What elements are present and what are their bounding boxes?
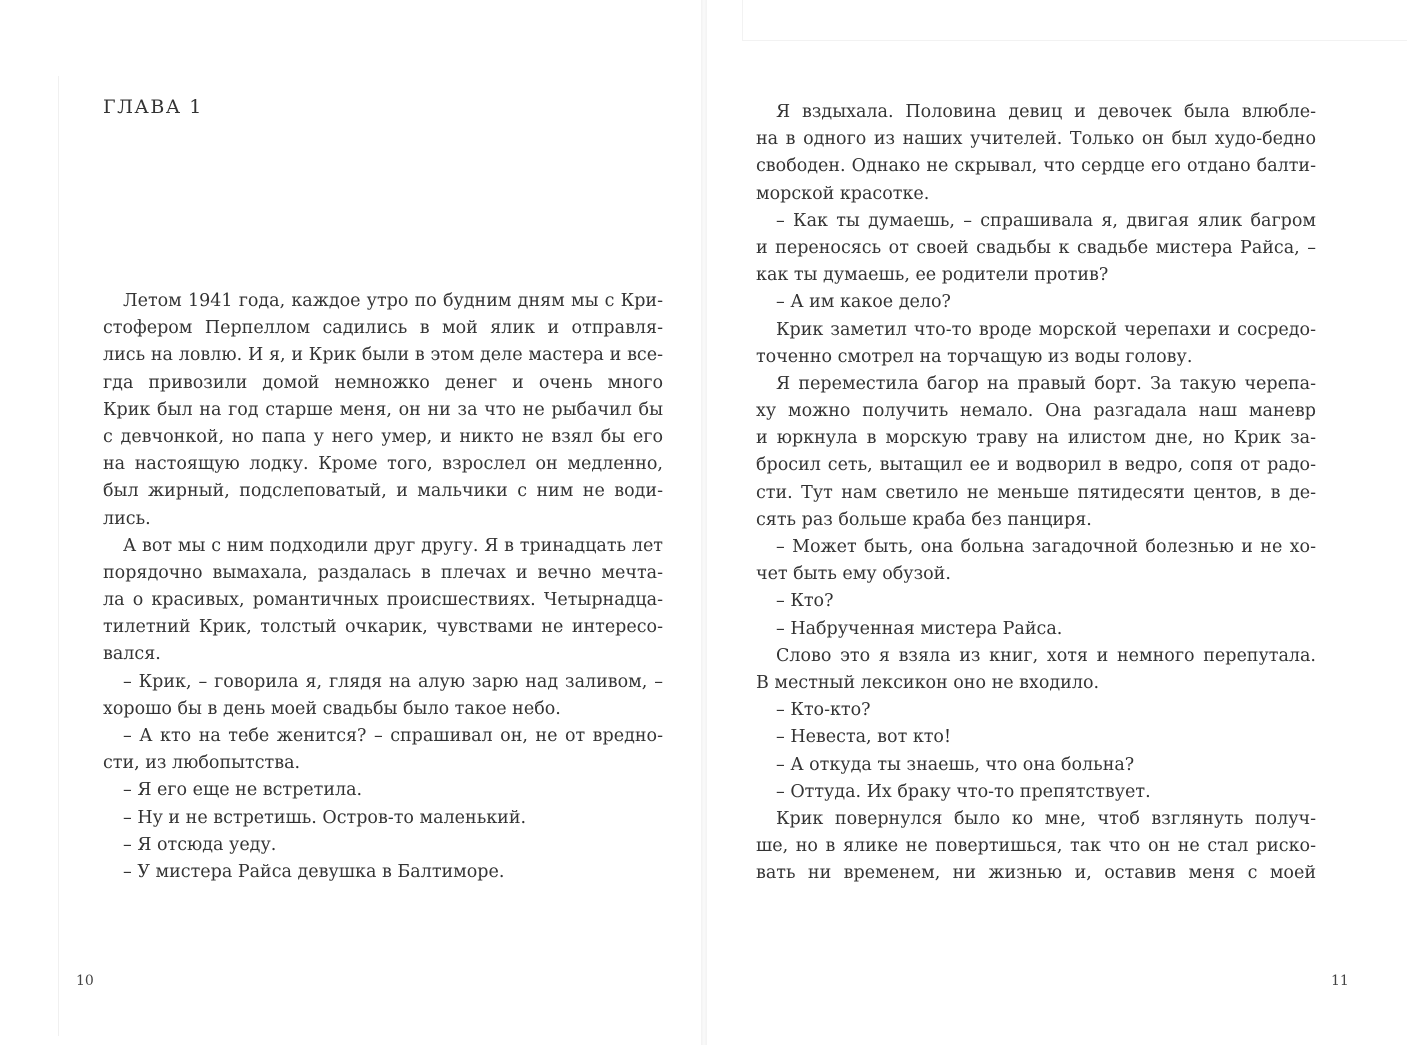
text-line: вался. xyxy=(103,644,161,665)
page-number-left: 10 xyxy=(76,973,94,989)
text-line: тилетний Крик, толстый очкарик, чувствами не интересо- xyxy=(103,617,663,638)
text-line: вать ни временем, ни жизнью и, оставив меня с моей xyxy=(756,863,1316,884)
text-line: – Крик, – говорила я, глядя на алую зарю над заливом, – xyxy=(123,671,663,692)
text-line: – А им какое дело? xyxy=(776,292,951,313)
text-line: – Оттуда. Их браку что-то препятствует. xyxy=(776,781,1151,802)
text-line: сять раз больше краба без панциря. xyxy=(756,509,1092,530)
text-line: – Как ты думаешь, – спрашивала я, двигая ялик багром xyxy=(776,210,1316,231)
page-edge-shadow xyxy=(58,76,59,1036)
text-line: Слово это я взяла из книг, хотя и немного перепутала. xyxy=(776,645,1316,666)
text-line: ху можно получить немало. Она разгадала наш маневр xyxy=(756,401,1316,422)
text-line: – Может быть, она больна загадочной болезнью и не хо- xyxy=(776,537,1316,557)
text-line: как ты думаешь, ее родители против? xyxy=(756,265,1109,286)
text-line: на настоящую лодку. Кроме того, взрослел он медленно, xyxy=(103,454,663,475)
text-line: – Я отсюда уеду. xyxy=(123,834,277,855)
text-line: А вот мы с ним подходили друг другу. Я в тринадцать лет xyxy=(123,535,663,556)
text-line: сти. Тут нам светило не меньше пятидесяти центов, в де- xyxy=(756,482,1316,503)
text-line: Крик повернулся было ко мне, чтоб взглянуть получ- xyxy=(776,808,1316,829)
text-line: бросил сеть, вытащил ее и водворил в ведро, сопя от радо- xyxy=(756,455,1316,476)
text-line: свободен. Однако не скрывал, что сердце его отдано балти- xyxy=(756,156,1316,177)
right-page-body-text xyxy=(756,99,1316,887)
text-line: Я переместила багор на правый борт. За такую черепа- xyxy=(776,373,1316,394)
text-line: – А откуда ты знаешь, что она больна? xyxy=(776,754,1135,775)
text-line: морской красотке. xyxy=(756,183,930,204)
text-line: был жирный, подслеповатый, и мальчики с ним не води- xyxy=(103,481,663,502)
text-line: ше, но в ялике не повертишься, так что он не стал риско- xyxy=(756,836,1316,857)
text-line: Я вздыхала. Половина девиц и девочек была влюбле- xyxy=(776,102,1316,122)
text-line: – Кто-кто? xyxy=(776,700,871,721)
text-line: и юркнула в морскую траву на илистом дне, но Крик за- xyxy=(756,428,1316,449)
text-line: стофером Перпеллом садились в мой ялик и отправля- xyxy=(103,318,663,339)
text-line: – Кто? xyxy=(776,591,834,612)
left-page-body-text xyxy=(103,288,663,886)
text-line: лись. xyxy=(103,508,151,529)
text-line: – Я его еще не встретила. xyxy=(123,780,363,801)
text-line: лись на ловлю. И я, и Крик были в этом деле мастера и все- xyxy=(103,345,663,366)
text-line: Летом 1941 года, каждое утро по будним дням мы с Кри- xyxy=(123,291,663,311)
text-line: на в одного из наших учителей. Только он был худо-бедно xyxy=(756,129,1316,150)
text-line: В местный лексикон оно не входило. xyxy=(756,672,1100,693)
page-edge-shadow xyxy=(742,40,1407,41)
book-gutter xyxy=(701,0,707,1045)
chapter-title: ГЛАВА 1 xyxy=(103,96,203,118)
text-line: Крик заметил что-то вроде морской черепахи и сосредо- xyxy=(776,319,1316,340)
text-line: – Набрученная мистера Райса. xyxy=(776,618,1063,639)
text-line: и переносясь от своей свадьбы к свадьбе мистера Райса, – xyxy=(756,237,1316,258)
page-edge-shadow xyxy=(742,0,743,40)
text-line: – У мистера Райса девушка в Балтиморе. xyxy=(123,861,505,882)
text-line: – Невеста, вот кто! xyxy=(776,727,951,748)
text-line: Крик был на год старше меня, он ни за что не рыбачил бы xyxy=(103,399,663,420)
text-line: хорошо бы в день моей свадьбы было такое небо. xyxy=(103,698,561,719)
text-line: ла о красивых, романтичных происшествиях. Четырнадца- xyxy=(103,590,663,611)
text-line: сти, из любопытства. xyxy=(103,753,301,774)
text-line: чет быть ему обузой. xyxy=(756,564,951,585)
text-line: точенно смотрел на торчащую из воды голову. xyxy=(756,346,1193,367)
text-line: гда привозили домой немножко денег и очень много xyxy=(103,372,663,393)
text-line: порядочно вымахала, раздалась в плечах и вечно мечта- xyxy=(103,562,663,583)
text-line: с девчонкой, но папа у него умер, и никто не взял бы его xyxy=(103,426,663,447)
text-line: – А кто на тебе женится? – спрашивал он, не от вредно- xyxy=(123,726,663,746)
text-line: – Ну и не встретишь. Остров-то маленький. xyxy=(123,807,527,828)
page-number-right: 11 xyxy=(1331,973,1349,989)
